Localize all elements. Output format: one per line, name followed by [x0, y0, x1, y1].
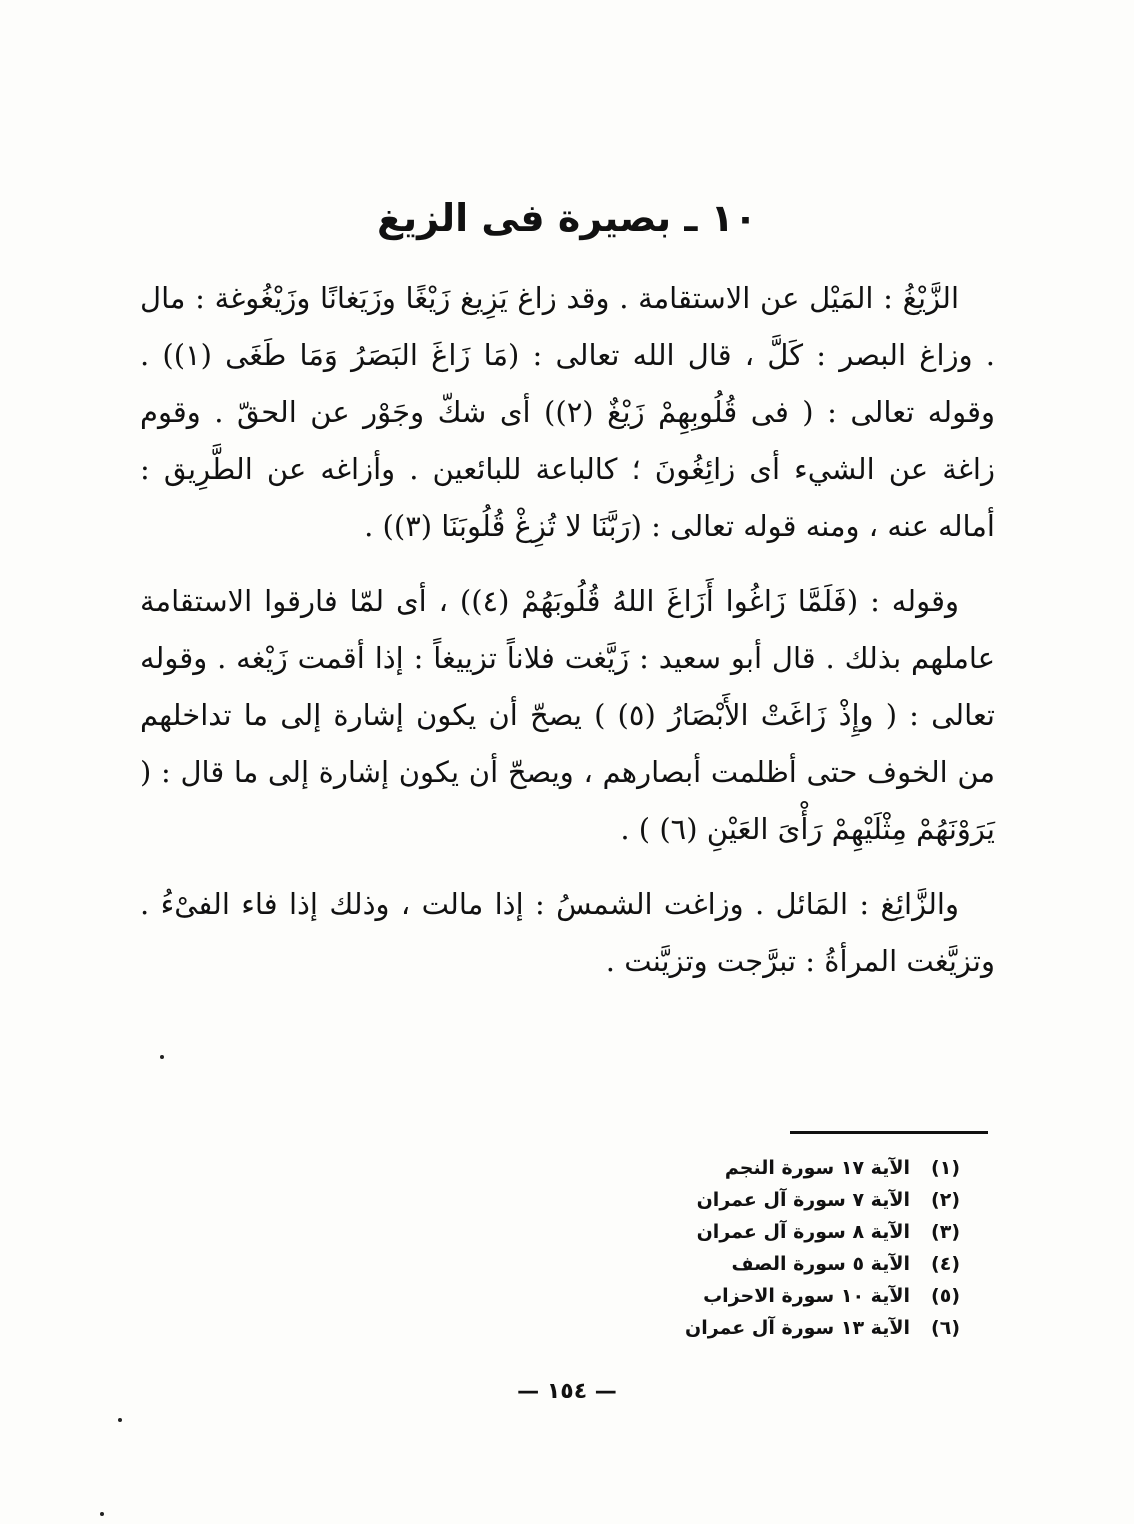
- footnote-item: [560, 1216, 960, 1248]
- scan-speck: [160, 1055, 164, 1059]
- footnote-number: (٦): [931, 1317, 960, 1339]
- footnote-item: [560, 1312, 960, 1344]
- footnotes: [560, 1152, 960, 1344]
- footnote-separator: [790, 1131, 988, 1134]
- scan-speck: [100, 1512, 104, 1516]
- footnote-text: الآية ٥ سورة الصف: [731, 1253, 910, 1275]
- footnote-number: (٢): [931, 1189, 960, 1211]
- scan-speck: [118, 1418, 122, 1422]
- footnote-item: [560, 1152, 960, 1184]
- footnote-text: الآية ١٣ سورة آل عمران: [685, 1317, 910, 1339]
- footnote-text: الآية ٧ سورة آل عمران: [696, 1189, 910, 1211]
- footnote-number: (٥): [931, 1285, 960, 1307]
- footnote-item: [560, 1280, 960, 1312]
- paragraph-3: والزَّائِغ : المَائل . وزاغت الشمسُ : إذا مالت ، وذلك إذا فاء الفىْءُ . وتزيَّغت المرأةُ : تبرَّجت وتزيَّنت .: [140, 887, 995, 978]
- page-number: — ١٥٤ —: [517, 1379, 617, 1404]
- footnote-item: [560, 1248, 960, 1280]
- section-title: ١٠ ـ بصيرة فى الزيغ: [376, 196, 758, 240]
- footnote-text: الآية ٨ سورة آل عمران: [696, 1221, 910, 1243]
- footnote-text: الآية ١٧ سورة النجم: [724, 1157, 910, 1179]
- body-text: [140, 270, 995, 1008]
- footnote-item: [560, 1184, 960, 1216]
- paragraph-1: الزَّيْغُ : المَيْل عن الاستقامة . وقد زاغ يَزِيغ زَيْغًا وزَيَغانًا وزَيْغُوغة : مال . وزاغ البصر : كَلَّ ، قال الله تعالى : (مَا زَاغَ البَصَرُ وَمَا طَغَى (١)) . وقوله تعالى : ( فى قُلُوبِهِمْ زَيْغٌ (٢)) أى شكّ وجَوْر عن الحقّ . وقوم زاغة عن الشيء أى زائِغُونَ ؛ كالباعة للبائعين . وأزاغه عن الطَّرِيق : أماله عنه ، ومنه قوله تعالى : (رَبَّنَا لا تُزِغْ قُلُوبَنَا (٣)) .: [140, 281, 995, 543]
- paragraph-2: وقوله : (فَلَمَّا زَاغُوا أَزَاغَ اللهُ قُلُوبَهُمْ (٤)) ، أى لمّا فارقوا الاستقامة عاملهم بذلك . قال أبو سعيد : زَيَّغت فلاناً تزييغاً : إذا أقمت زَيْغه . وقوله تعالى : ( وإِذْ زَاغَتْ الأَبْصَارُ (٥) ) يصحّ أن يكون إشارة إلى ما تداخلهم من الخوف حتى أظلمت أبصارهم ، ويصحّ أن يكون إشارة إلى ما قال : ( يَرَوْنَهُمْ مِثْلَيْهِمْ رَأْىَ العَيْنِ (٦) ) .: [140, 584, 995, 846]
- footnote-text: الآية ١٠ سورة الاحزاب: [703, 1285, 910, 1307]
- footnote-number: (٣): [931, 1221, 960, 1243]
- footnote-number: (٤): [931, 1253, 960, 1275]
- footnote-number: (١): [931, 1157, 960, 1179]
